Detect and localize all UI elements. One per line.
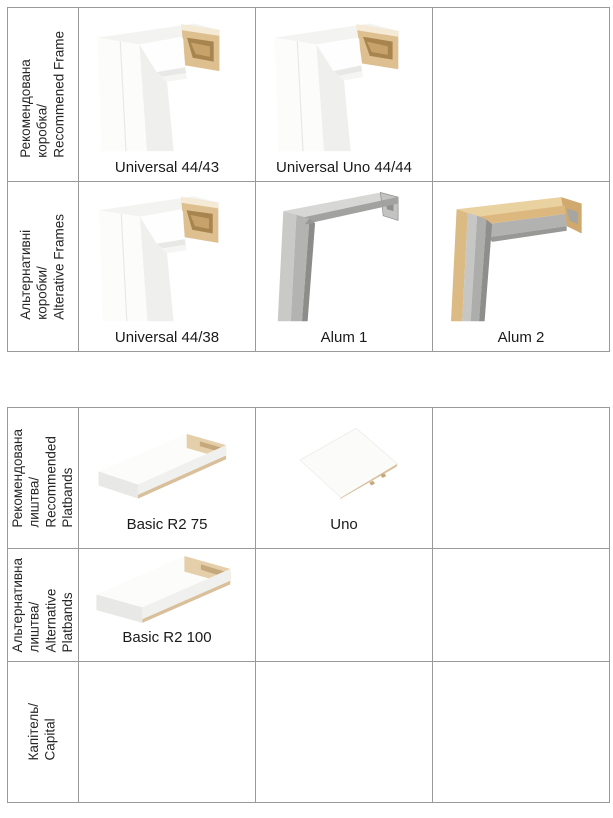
label-line: Recommened Frame: [51, 31, 67, 158]
label-line: Capital: [43, 718, 58, 761]
cell-empty: [79, 662, 256, 802]
aluminum-wood-frame-corner-graphic: [441, 185, 601, 325]
row-label-alternative-platbands: [8, 549, 79, 661]
empty-image-slot: [433, 408, 609, 533]
aluminum-frame-corner-image: [256, 182, 432, 329]
cell-alum-1: [256, 182, 433, 351]
empty-image-slot: [79, 662, 255, 787]
empty-image-slot: [433, 549, 609, 646]
empty-image-slot: [256, 549, 432, 646]
empty-image-slot: [433, 662, 609, 787]
aluminum-frame-corner-graphic: [264, 185, 424, 325]
product-caption: Universal 44/38: [114, 328, 220, 346]
product-caption: Universal Uno 44/44: [276, 158, 412, 176]
row-label-capital: [8, 662, 79, 802]
label-line: коробка/: [34, 104, 50, 158]
table-row-alternative-platbands: [8, 549, 610, 662]
cell-basic-r2-75: [79, 408, 256, 548]
empty-image-slot: [256, 662, 432, 787]
platband-sheet-graphic: [264, 417, 424, 507]
platband-board-wide-image: [79, 549, 255, 629]
table-gap: [7, 352, 610, 407]
table-row-capital: [8, 662, 610, 803]
label-line: коробки/: [34, 265, 50, 320]
table-row-recommended-platbands: [8, 408, 610, 549]
empty-image-slot: [433, 8, 609, 176]
white-frame-corner-image: [256, 8, 432, 159]
platband-board-image: [79, 408, 255, 516]
white-frame-corner-graphic: [263, 12, 425, 155]
row-label-text: [18, 214, 68, 320]
product-caption: Alum 1: [320, 328, 368, 346]
frames-table: [7, 7, 610, 352]
white-frame-corner-graphic: [87, 185, 247, 325]
product-caption: Alum 2: [497, 328, 545, 346]
cell-universal-uno-44-44: [256, 8, 433, 181]
row-label-text: [10, 558, 77, 652]
table-row-recommended-frame: [8, 8, 610, 182]
row-label-text: [18, 31, 68, 158]
label-line: Рекомендована: [17, 59, 33, 158]
row-label-recommended-frame: [8, 8, 79, 181]
label-line: Recommended: [43, 435, 58, 528]
white-frame-corner-image: [79, 182, 255, 329]
aluminum-wood-frame-corner-image: [433, 182, 609, 329]
row-label-alternative-frames: [8, 182, 79, 351]
platband-board-wide-graphic: [88, 549, 246, 633]
white-frame-corner-image: [79, 8, 255, 159]
label-line: лиштва/: [26, 601, 42, 653]
cell-universal-44-38: [79, 182, 256, 351]
white-frame-corner-graphic: [86, 12, 248, 155]
product-caption: Basic R2 75: [126, 515, 208, 533]
label-line: Альтернативна: [9, 557, 25, 653]
label-line: Platbands: [59, 467, 75, 528]
cell-alum-2: [433, 182, 610, 351]
cell-empty: [433, 549, 610, 661]
platbands-table: [7, 407, 610, 803]
label-line: Alternative: [43, 588, 58, 653]
label-line: Platbands: [59, 592, 75, 653]
catalog-sheet: [7, 7, 610, 803]
row-label-recommended-platbands: [8, 408, 79, 548]
table-row-alternative-frames: [8, 182, 610, 352]
cell-basic-r2-100: [79, 549, 256, 661]
cell-empty: [433, 8, 610, 181]
label-line: лиштва/: [26, 476, 42, 528]
cell-uno-platband: [256, 408, 433, 548]
label-line: Альтернативні: [17, 229, 33, 320]
row-label-text: [26, 703, 59, 760]
cell-empty: [433, 662, 610, 802]
cell-universal-44-43: [79, 8, 256, 181]
cell-empty: [256, 549, 433, 661]
product-caption: Basic R2 100: [122, 628, 212, 646]
cell-empty: [256, 662, 433, 802]
label-line: Alterative Frames: [51, 213, 67, 320]
platband-board-graphic: [87, 417, 247, 507]
platband-sheet-image: [256, 408, 432, 516]
cell-empty: [433, 408, 610, 548]
product-caption: Universal 44/43: [114, 158, 220, 176]
label-line: Рекомендована: [9, 428, 25, 528]
product-caption: Uno: [330, 515, 358, 533]
row-label-text: [10, 429, 77, 528]
label-line: Капітель/: [26, 703, 42, 761]
